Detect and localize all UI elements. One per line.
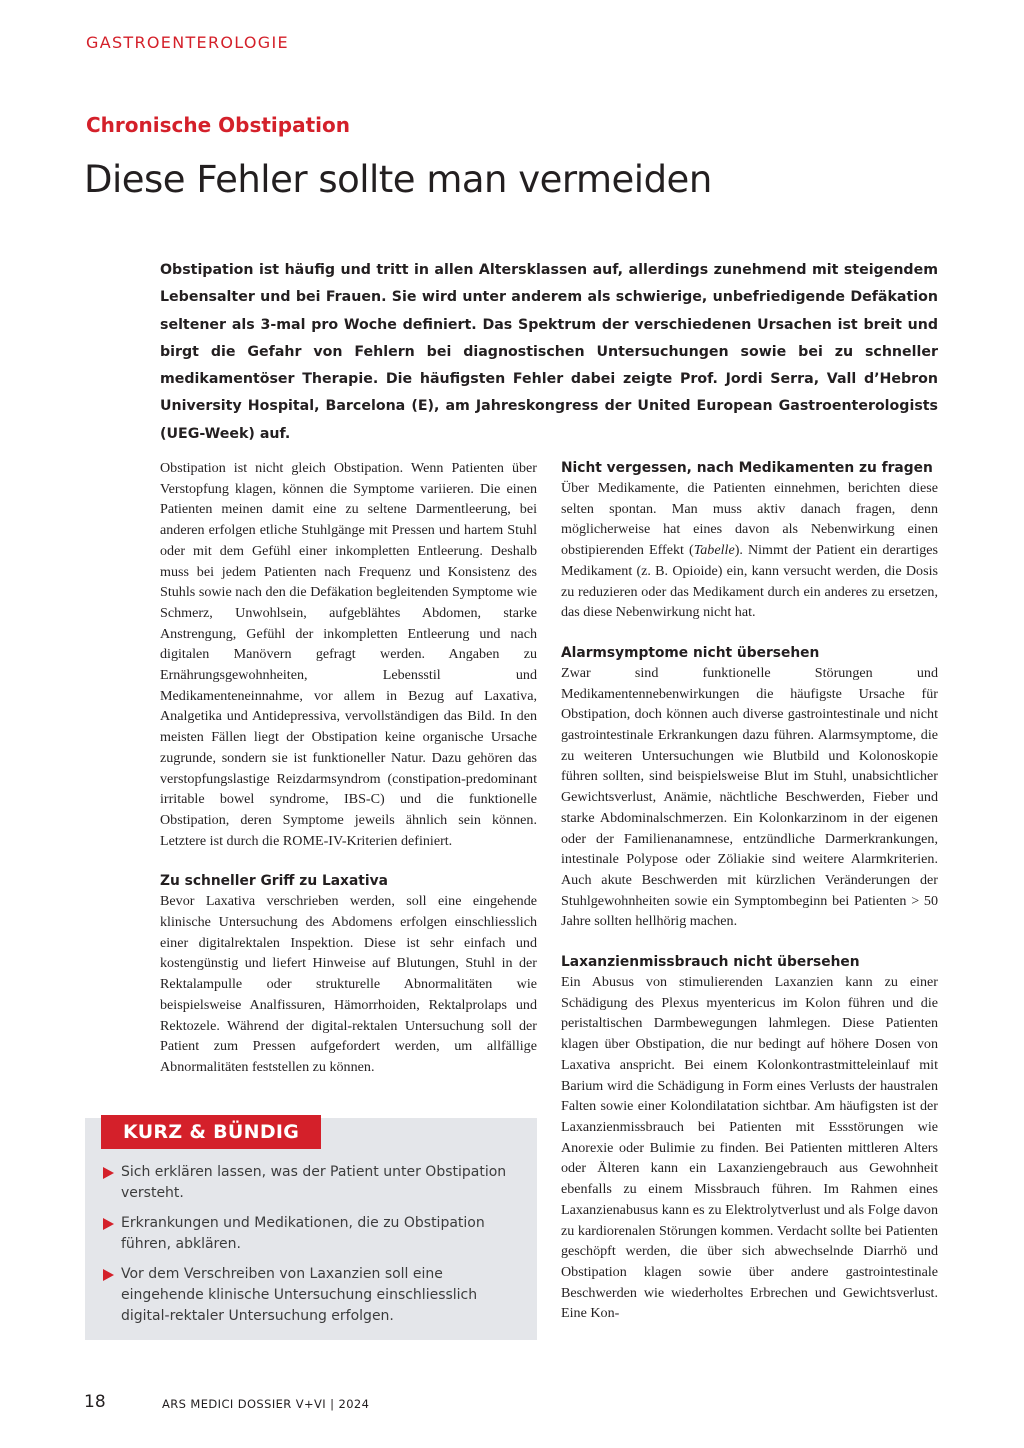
arrow-right-icon [103, 1167, 114, 1179]
summary-item [103, 1162, 523, 1204]
article-headline: Diese Fehler sollte man vermeiden [84, 158, 712, 201]
section-label: GASTROENTEROLOGIE [86, 33, 289, 52]
summary-box-title: KURZ & BÜNDIG [101, 1115, 321, 1149]
tabelle-reference: Tabelle [693, 542, 735, 559]
article-lead: Obstipation ist häufig und tritt in allen Altersklassen auf, allerdings zunehmend mit steigendem Lebensalter und bei Frauen. Sie wird unter anderem als schwierige, unbefriedigende Defäkation seltener als 3-mal pro Woche definiert. Das Spektrum der verschiedenen Ursachen ist breit und birgt die Gefahr von Fehlern bei diagnostischen Untersuchungen sowie bei zu schneller medikamentöser Therapie. Die häufigsten Fehler dabei zeigte Prof. Jordi Serra, Vall d’Hebron University Hospital, Barcelona (E), am Jahreskongress der United European Gastroenterologists (UEG-Week) auf. [160, 262, 938, 442]
alarm-paragraph: Zwar sind funktionelle Störungen und Medikamentennebenwirkungen die häufigste Ursache für Obstipation, doch können auch diverse gastrointestinale und nicht gastrointestinale Erkrankungen dazu führen. Alarmsymptome, die zu weiteren Untersuchungen wie Blutbild und Kolonoskopie führen sollten, sind beispielsweise Blut im Stuhl, unabsichtlicher Gewichtsverlust, Anämie, nächtliche Beschwerden, Fieber und starke Abdominalschmerzen. Ein Kolonkarzinom in der eigenen oder der Familienanamnese, entzündliche Darmerkrankungen, intestinale Polypose oder Zöliakie sind weitere Alarmkriterien. Auch akute Beschwerden mit kürzlichen Veränderungen der Stuhlgewohnheiten sowie ein Symptombeginn bei Patienten > 50 Jahre sollten hellhörig machen. [561, 664, 938, 930]
summary-item-text: Vor dem Verschreiben von Laxanzien soll eine eingehende klinische Untersuchung einschliesslich digital-rektaler Untersuchung erfolgen. [121, 1266, 478, 1324]
medikamente-text-part1: Über Medikamente, die Patienten einnehmen, berichten diese selten spontan. Man muss aktiv danach fragen, denn möglicherweise hat eines davon als Nebenwirkung einen obstipierenden Effekt ( [561, 480, 938, 559]
summary-item-text: Sich erklären lassen, was der Patient unter Obstipation versteht. [121, 1164, 507, 1201]
summary-item-text: Erkrankungen und Medikationen, die zu Obstipation führen, abklären. [121, 1215, 485, 1252]
heading-laxativa: Zu schneller Griff zu Laxativa [160, 873, 388, 890]
arrow-right-icon [103, 1218, 114, 1230]
missbrauch-paragraph: Ein Abusus von stimulierenden Laxanzien kann zu einer Schädigung des Plexus myentericus im Kolon führen und die peristaltischen Darmbewegungen lahmlegen. Diese Patienten klagen über Obstipation, die nur bedingt auf höhere Dosen von Laxativa anspricht. Bei einem Kolonkontrastmitteleinlauf mit Barium wird die Schädigung in Form eines Verlusts der haustralen Falten sowie einer Kolondilatation sichtbar. Am häufigsten ist der Laxanzienmissbrauch bei Patienten mit Essstörungen wie Anorexie oder Bulimie zu finden. Bei Patienten mittleren Alters oder Älteren kann ein Laxanziengebrauch aus Gewohnheit ebenfalls zu einem Missbrauch führen. Im Rahmen eines Laxanzienabusus kann es zu Elektrolytverlust und als Folge davon zu kardiorenalen Störungen kommen. Verdacht sollte bei Patienten geschöpft werden, die über sich abwechselnde Diarrhö und Obstipation klagen sowie über andere gastrointestinale Beschwerden wie wiederholtes Erbrechen und Gewichtsverlust. Eine Kon- [561, 974, 938, 1322]
left-column [160, 458, 537, 1078]
summary-list [103, 1162, 523, 1336]
summary-item [103, 1213, 523, 1255]
article-kicker: Chronische Obstipation [86, 113, 350, 137]
right-column [561, 458, 938, 1324]
summary-item [103, 1264, 523, 1327]
intro-paragraph: Obstipation ist nicht gleich Obstipation. Wenn Patienten über Verstopfung klagen, können die Symptome variieren. Die einen Patienten meinen damit eine zu seltene Darmentleerung, bei anderen erfolgen etliche Stuhlgänge mit Pressen und hartem Stuhl oder mit dem Gefühl einer inkompletten Entleerung. Deshalb muss bei jedem Patienten nach Frequenz und Konsistenz des Stuhls sowie nach den die Defäkation begleitenden Symptome wie Schmerz, Unwohlsein, aufgeblähtes Abdomen, starke Anstrengung, Gefühl der inkompletten Entleerung und nach digitalen Manövern gefragt werden. Angaben zu Ernährungsgewohnheiten, Lebensstil und Medikamenteneinnahme, vor allem in Bezug auf Laxativa, Analgetika und Antidepressiva, vervollständigen das Bild. In den meisten Fällen liegt der Obstipation keine organische Ursache zugrunde, sondern sie ist funktioneller Natur. Dazu gehören das verstopfungslastige Reizdarmsyndrom (constipation-predominant irritable bowel syndrome, IBS-C) und die funktionelle Obstipation, deren Symptome jeweils ähnlich sein können. Letztere ist durch die ROME-IV-Kriterien definiert. [160, 460, 537, 849]
journal-footer: ARS MEDICI DOSSIER V+VI | 2024 [162, 1397, 370, 1411]
page-number: 18 [84, 1392, 106, 1412]
arrow-right-icon [103, 1269, 114, 1281]
medikamente-paragraph [561, 478, 938, 623]
heading-medikamente: Nicht vergessen, nach Medikamenten zu fragen [561, 460, 933, 476]
medikamente-text-part2: ). Nimmt der Patient ein derartiges Medikament (z. B. Opioide) ein, kann versucht werden, die Dosis zu reduzieren oder das Medikament durch ein anderes zu ersetzen, das diese Nebenwirkung nicht hat. [561, 542, 938, 621]
laxativa-paragraph: Bevor Laxativa verschrieben werden, soll eine eingehende klinische Untersuchung des Abdomens erfolgen einschliesslich einer digitalrektalen Inspektion. Diese ist sehr einfach und kostengünstig und liefert Hinweise auf Blutungen, Stuhl in der Rektalampulle oder strukturelle Abnormalitäten wie beispielsweise Analfissuren, Hämorrhoiden, Rektalprolaps und Rektozele. Während der digital-rektalen Untersuchung soll der Patient zum Pressen aufgefordert werden, um allfällige Abnormalitäten feststellen zu können. [160, 893, 537, 1075]
heading-missbrauch: Laxanzienmissbrauch nicht übersehen [561, 954, 860, 971]
heading-alarm: Alarmsymptome nicht übersehen [561, 644, 820, 661]
